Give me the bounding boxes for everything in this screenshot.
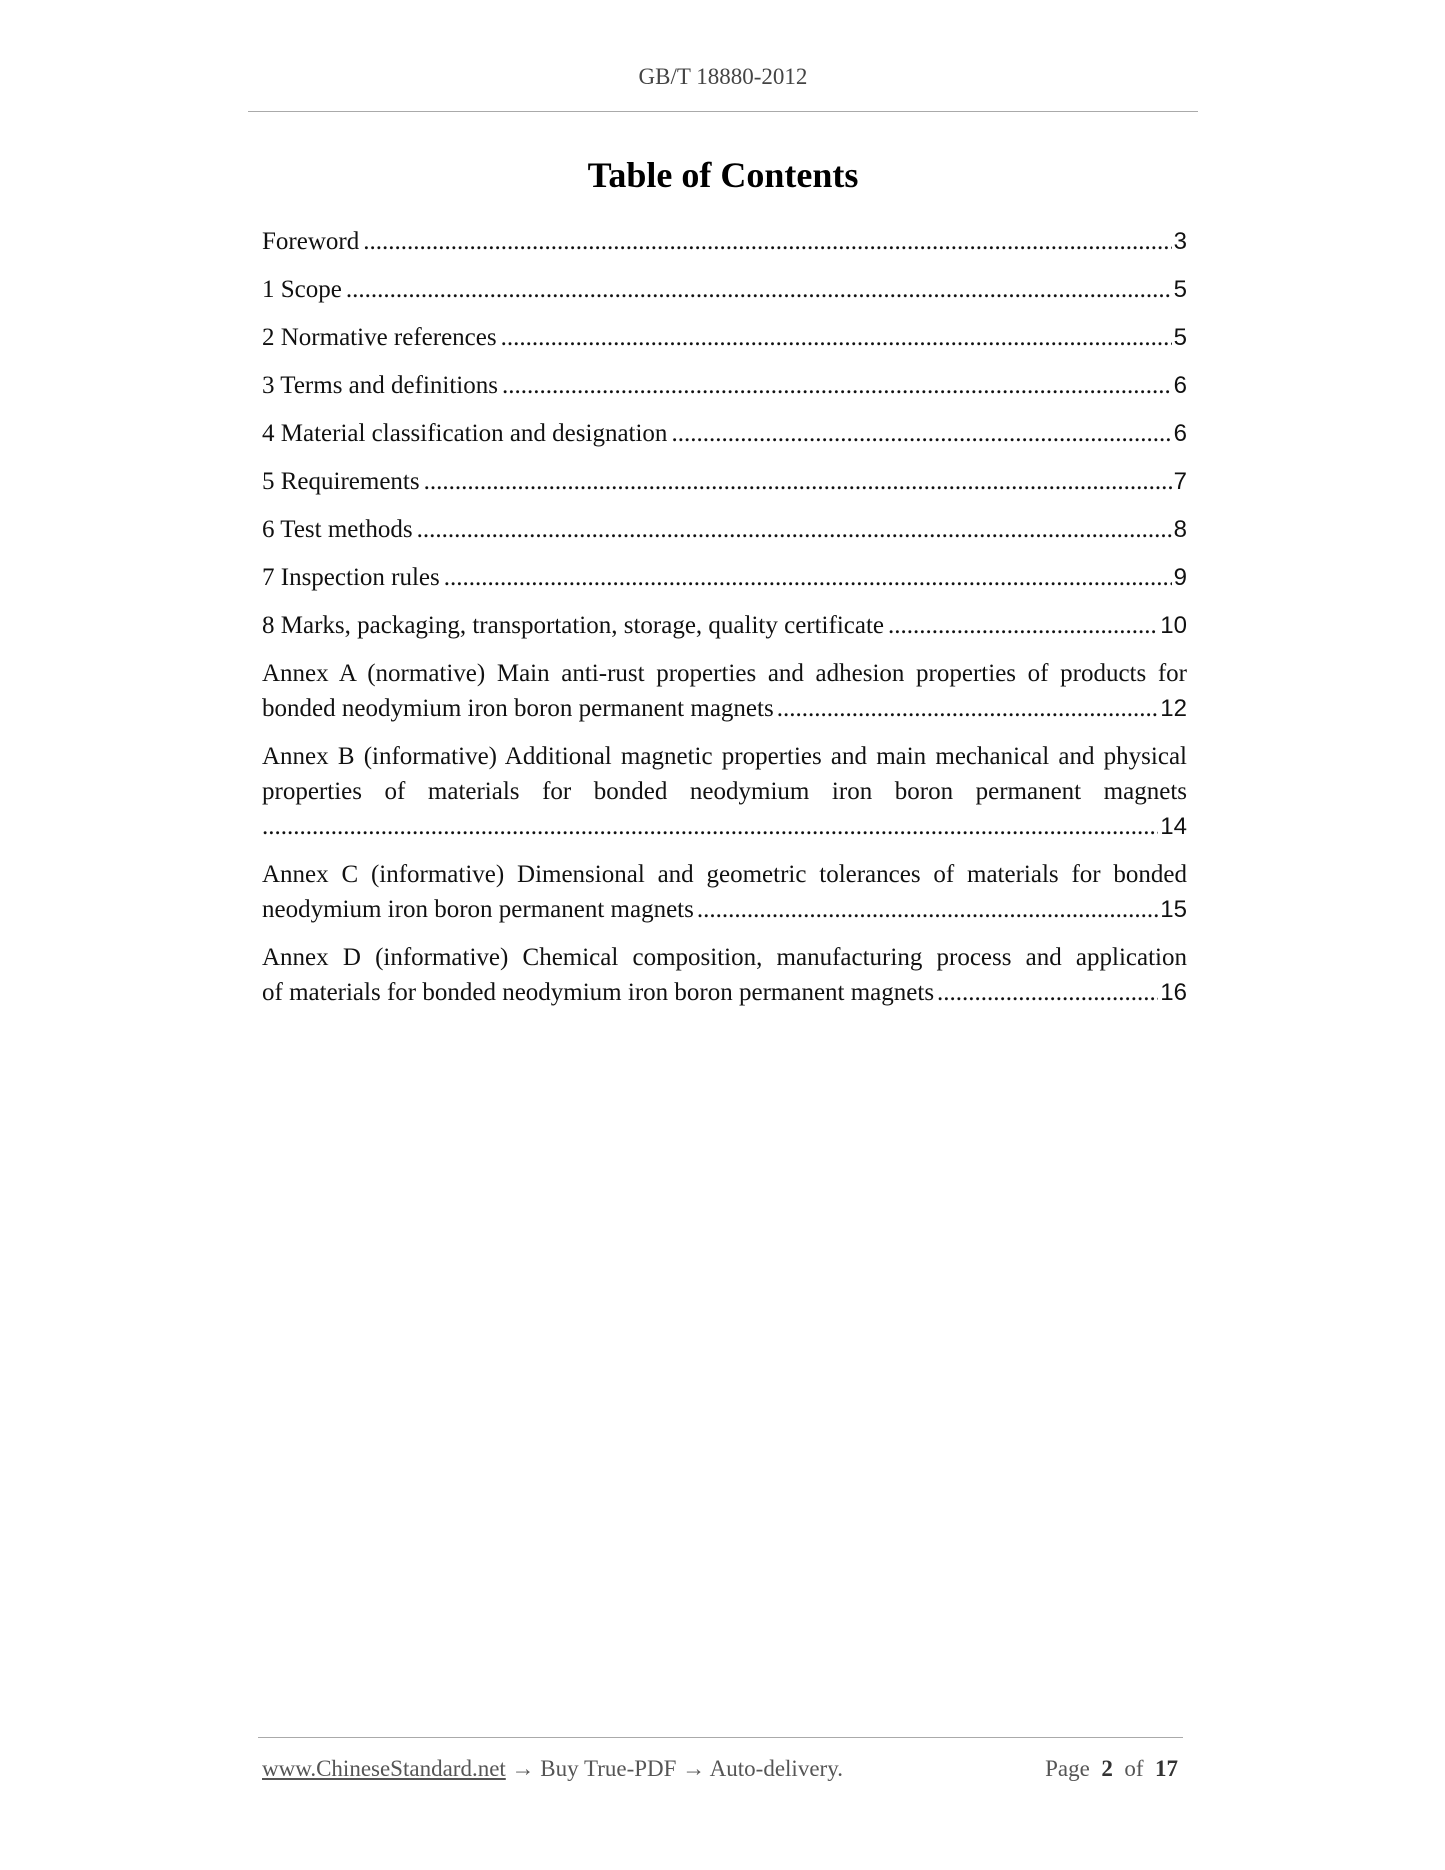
of-label: of: [1124, 1756, 1144, 1781]
header-divider: [248, 111, 1198, 112]
toc-entry-annex-c[interactable]: [262, 857, 1187, 927]
toc-entry-terms-definitions[interactable]: [262, 368, 1187, 403]
toc-entry-page: 7: [1173, 468, 1187, 495]
toc-entry-title: Foreword: [262, 228, 360, 255]
toc-entry-scope[interactable]: [262, 272, 1187, 307]
dot-leader: [502, 368, 1172, 403]
toc-entry-title: 3 Terms and definitions: [262, 372, 498, 399]
toc-entry-page: 15: [1160, 896, 1187, 923]
dot-leader: [671, 416, 1171, 451]
toc-entry-title: 1 Scope: [262, 276, 342, 303]
dot-leader: [417, 512, 1172, 547]
dot-leader: [697, 892, 1158, 927]
dot-leader: [937, 975, 1158, 1010]
toc-entry-title: 8 Marks, packaging, transportation, storage, quality certificate: [262, 612, 885, 639]
dot-leader: [501, 320, 1172, 355]
buy-pdf-text: Buy True-PDF: [540, 1756, 677, 1781]
toc-entry-title-cont: neodymium iron boron permanent magnets: [262, 896, 694, 923]
page-number: [1045, 1756, 1178, 1782]
toc-entry-foreword[interactable]: [262, 224, 1187, 259]
toc-list: [262, 224, 1187, 1023]
dot-leader: [346, 272, 1172, 307]
toc-entry-page: 9: [1173, 564, 1187, 591]
page-title: Table of Contents: [587, 155, 859, 195]
toc-entry-last-line: [262, 691, 1187, 726]
dot-leader: [363, 224, 1171, 259]
toc-entry-normative-references[interactable]: [262, 320, 1187, 355]
dot-leader: [424, 464, 1172, 499]
toc-entry-title: 5 Requirements: [262, 468, 420, 495]
toc-entry-title: 2 Normative references: [262, 324, 497, 351]
toc-entry-title: Annex A (normative) Main anti-rust properties and adhesion properties of products for: [262, 660, 1187, 687]
toc-entry-page: 5: [1173, 324, 1187, 351]
toc-entry-title-cont: of materials for bonded neodymium iron boron permanent magnets: [262, 979, 935, 1006]
toc-entry-test-methods[interactable]: [262, 512, 1187, 547]
toc-entry-requirements[interactable]: [262, 464, 1187, 499]
auto-delivery-text: Auto-delivery.: [709, 1756, 843, 1781]
toc-entry-title: 4 Material classification and designation: [262, 420, 668, 447]
running-header: GB/T 18880-2012: [638, 64, 808, 89]
arrow-right-icon: →: [682, 1756, 706, 1781]
dot-leader: [262, 809, 1158, 844]
toc-entry-title: Annex B (informative) Additional magnetic properties and main mechanical and physical properties of materials for bonded neodymium iron boron permanent magnets: [262, 743, 1187, 805]
toc-entry-annex-b[interactable]: [262, 739, 1187, 844]
footer-promo: [262, 1756, 843, 1782]
site-link[interactable]: www.ChineseStandard.net: [262, 1756, 506, 1781]
arrow-right-icon: →: [511, 1756, 535, 1781]
toc-entry-last-line: [262, 809, 1187, 844]
toc-entry-title: Annex C (informative) Dimensional and geometric tolerances of materials for bonded: [262, 861, 1187, 888]
toc-entry-page: 14: [1160, 813, 1187, 840]
toc-entry-last-line: [262, 975, 1187, 1010]
toc-entry-page: 8: [1173, 516, 1187, 543]
toc-entry-page: 3: [1173, 228, 1187, 255]
toc-entry-page: 10: [1160, 612, 1187, 639]
page-label: Page: [1045, 1756, 1090, 1781]
dot-leader: [888, 608, 1158, 643]
toc-entry-page: 16: [1160, 979, 1187, 1006]
toc-entry-annex-a[interactable]: [262, 656, 1187, 726]
toc-entry-last-line: [262, 892, 1187, 927]
toc-entry-title: Annex D (informative) Chemical composition, manufacturing process and application: [262, 944, 1187, 971]
toc-entry-page: 5: [1173, 276, 1187, 303]
toc-entry-title-cont: bonded neodymium iron boron permanent magnets: [262, 695, 774, 722]
dot-leader: [444, 560, 1172, 595]
toc-entry-annex-d[interactable]: [262, 940, 1187, 1010]
toc-entry-page: 6: [1173, 372, 1187, 399]
footer-divider: [258, 1737, 1183, 1738]
toc-entry-inspection-rules[interactable]: [262, 560, 1187, 595]
toc-entry-page: 6: [1173, 420, 1187, 447]
toc-entry-page: 12: [1160, 695, 1187, 722]
current-page: 2: [1101, 1756, 1113, 1781]
toc-entry-classification[interactable]: [262, 416, 1187, 451]
toc-entry-marks-packaging[interactable]: [262, 608, 1187, 643]
total-pages: 17: [1155, 1756, 1178, 1781]
dot-leader: [777, 691, 1159, 726]
toc-entry-title: 6 Test methods: [262, 516, 413, 543]
toc-entry-title: 7 Inspection rules: [262, 564, 440, 591]
